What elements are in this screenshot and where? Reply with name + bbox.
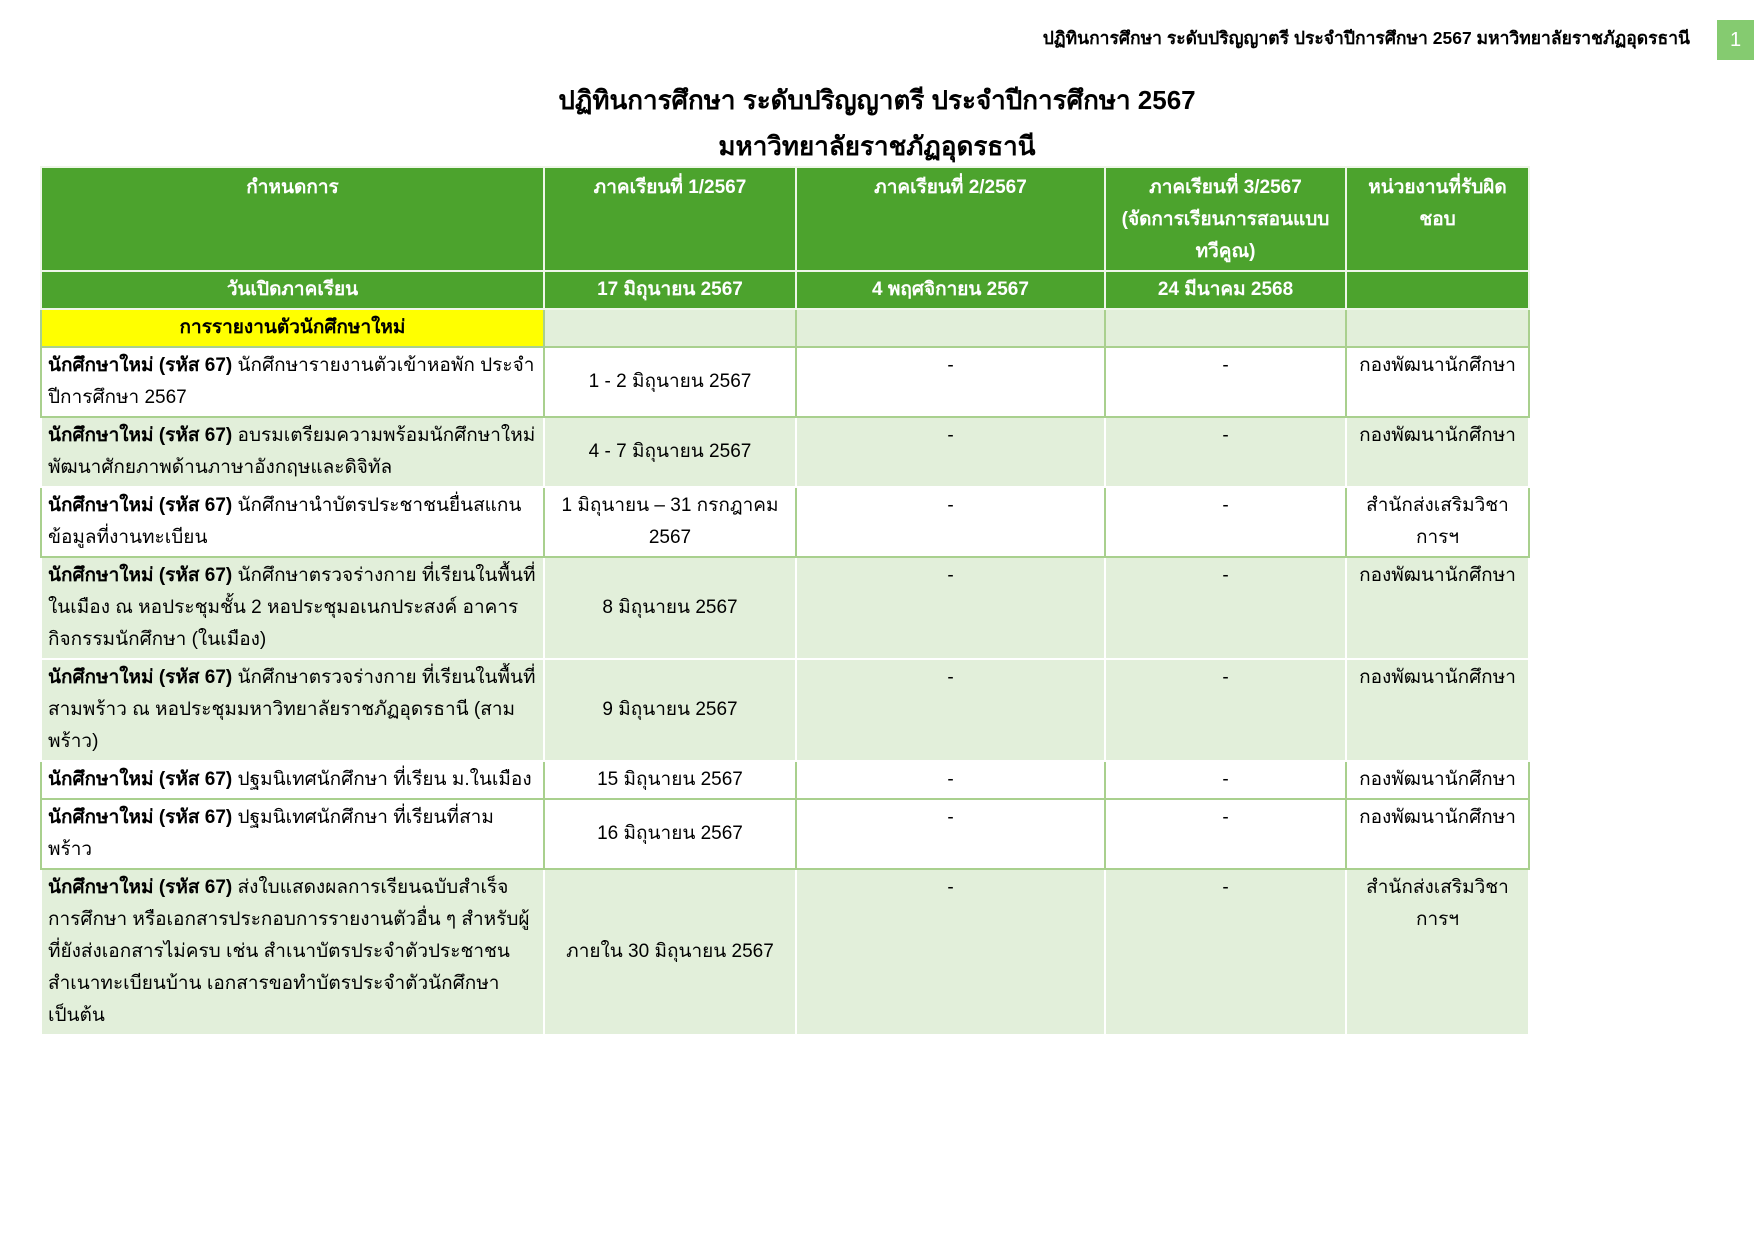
opening-term1-date: 17 มิถุนายน 2567 [544,271,796,309]
academic-calendar-table [40,166,1530,1036]
table-header-row [41,167,1529,271]
row-activity: ปฐมนิเทศนักศึกษา ที่เรียน ม.ในเมือง [237,769,532,790]
row-term1-date: ภายใน 30 มิถุนายน 2567 [544,869,796,1035]
header-agency: หน่วยงานที่รับผิดชอบ [1346,167,1529,271]
row-activity: นักศึกษารายงานตัวเข้าหอพัก ประจำปีการศึกษา 2567 [48,355,535,408]
row-prefix: นักศึกษาใหม่ (รหัส 67) [48,495,233,516]
row-agency: กองพัฒนานักศึกษา [1346,557,1529,659]
row-term1-date: 4 - 7 มิถุนายน 2567 [544,417,796,487]
table-row [41,659,1529,761]
row-prefix: นักศึกษาใหม่ (รหัส 67) [48,877,233,898]
row-activity: นักศึกษานำบัตรประชาชนยื่นสแกนข้อมูลที่งานทะเบียน [48,495,522,548]
row-term1-date: 9 มิถุนายน 2567 [544,659,796,761]
row-term2-date: - [796,487,1105,557]
header-term3-note: (จัดการเรียนการสอนแบบทวีคูณ) [1121,209,1330,262]
row-prefix: นักศึกษาใหม่ (รหัส 67) [48,769,233,790]
opening-term3-date: 24 มีนาคม 2568 [1105,271,1346,309]
opening-term2-date: 4 พฤศจิกายน 2567 [796,271,1105,309]
section-header-row [41,309,1529,347]
row-prefix: นักศึกษาใหม่ (รหัส 67) [48,355,233,376]
row-term2-date: - [796,557,1105,659]
row-activity: นักศึกษาตรวจร่างกาย ที่เรียนในพื้นที่สามพร้าว ณ หอประชุมมหาวิทยาลัยราชภัฏอุดรธานี (สามพร้าว) [48,667,536,752]
table-row [41,347,1529,417]
page-title: ปฏิทินการศึกษา ระดับปริญญาตรี ประจำปีการศึกษา 2567 [558,85,1196,115]
row-term2-date: - [796,659,1105,761]
row-agency: กองพัฒนานักศึกษา [1346,761,1529,799]
row-agency: กองพัฒนานักศึกษา [1346,347,1529,417]
row-term2-date: - [796,347,1105,417]
row-agency: กองพัฒนานักศึกษา [1346,799,1529,869]
row-prefix: นักศึกษาใหม่ (รหัส 67) [48,807,233,828]
header-term2: ภาคเรียนที่ 2/2567 [796,167,1105,271]
row-prefix: นักศึกษาใหม่ (รหัส 67) [48,667,233,688]
row-activity: ส่งใบแสดงผลการเรียนฉบับสำเร็จการศึกษา หรือเอกสารประกอบการรายงานตัวอื่น ๆ สำหรับผู้ที่ยังส่งเอกสารไม่ครบ เช่น สำเนาบัตรประจำตัวประชาชน สำเนาทะเบียนบ้าน เอกสารขอทำบัตรประจำตัวนักศึกษา เป็นต้น [48,877,530,1026]
row-term2-date: - [796,417,1105,487]
header-schedule: กำหนดการ [41,167,544,271]
table-row [41,417,1529,487]
row-agency: สำนักส่งเสริมวิชาการฯ [1346,487,1529,557]
table-row [41,761,1529,799]
table-row [41,869,1529,1035]
row-agency: สำนักส่งเสริมวิชาการฯ [1346,869,1529,1035]
page-number-badge: 1 [1717,20,1754,60]
row-activity: นักศึกษาตรวจร่างกาย ที่เรียนในพื้นที่ในเมือง ณ หอประชุมชั้น 2 หอประชุมอเนกประสงค์ อาคารกิจกรรมนักศึกษา (ในเมือง) [48,565,536,650]
row-term3-date: - [1105,417,1346,487]
page-subtitle: มหาวิทยาลัยราชภัฏอุดรธานี [718,131,1036,161]
row-term3-date: - [1105,557,1346,659]
header-term3-label: ภาคเรียนที่ 3/2567 [1149,177,1302,198]
row-prefix: นักศึกษาใหม่ (รหัส 67) [48,565,233,586]
opening-label: วันเปิดภาคเรียน [41,271,544,309]
table-row [41,557,1529,659]
row-term3-date: - [1105,659,1346,761]
table-row [41,487,1529,557]
opening-agency [1346,271,1529,309]
header-term1: ภาคเรียนที่ 1/2567 [544,167,796,271]
row-term2-date: - [796,869,1105,1035]
row-activity: ปฐมนิเทศนักศึกษา ที่เรียนที่สามพร้าว [48,807,494,860]
row-term3-date: - [1105,869,1346,1035]
row-term1-date: 15 มิถุนายน 2567 [544,761,796,799]
header-term3 [1105,167,1346,271]
row-agency: กองพัฒนานักศึกษา [1346,417,1529,487]
row-term3-date: - [1105,799,1346,869]
row-agency: กองพัฒนานักศึกษา [1346,659,1529,761]
running-header: ปฏิทินการศึกษา ระดับปริญญาตรี ประจำปีการศึกษา 2567 มหาวิทยาลัยราชภัฏอุดรธานี [1042,28,1690,48]
row-term3-date: - [1105,487,1346,557]
row-term1-date: 16 มิถุนายน 2567 [544,799,796,869]
row-term2-date: - [796,799,1105,869]
row-term2-date: - [796,761,1105,799]
row-term3-date: - [1105,761,1346,799]
row-term1-date: 8 มิถุนายน 2567 [544,557,796,659]
row-term1-date: 1 - 2 มิถุนายน 2567 [544,347,796,417]
table-row [41,799,1529,869]
row-term3-date: - [1105,347,1346,417]
row-term1-date: 1 มิถุนายน – 31 กรกฎาคม 2567 [544,487,796,557]
row-activity: อบรมเตรียมความพร้อมนักศึกษาใหม่พัฒนาศักยภาพด้านภาษาอังกฤษและดิจิทัล [48,425,536,478]
section-title-highlight: การรายงานตัวนักศึกษาใหม่ [41,309,544,347]
row-prefix: นักศึกษาใหม่ (รหัส 67) [48,425,233,446]
opening-day-row [41,271,1529,309]
